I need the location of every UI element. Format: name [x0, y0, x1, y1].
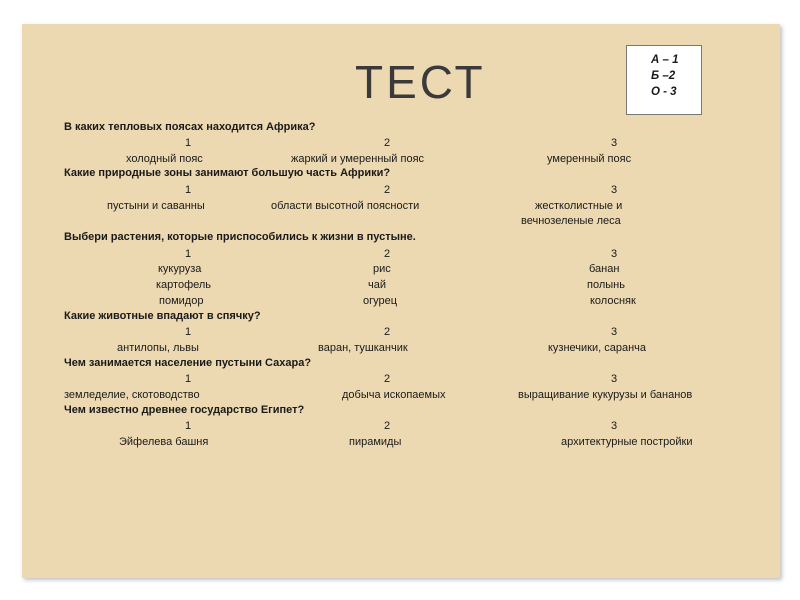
answer-option: пустыни и саванны	[107, 200, 205, 212]
answer-option: картофель	[156, 279, 212, 291]
answer-key-line: Б –2	[651, 70, 676, 82]
option-number: 3	[611, 184, 618, 196]
answer-key-box	[626, 45, 702, 115]
answer-option: огурец	[363, 295, 398, 307]
option-number: 2	[384, 420, 391, 432]
answer-option: банан	[589, 263, 620, 275]
question-4: Какие животные впадают в спячку?	[64, 310, 261, 322]
option-number: 2	[384, 184, 391, 196]
answer-option: архитектурные постройки	[561, 436, 693, 448]
option-number: 1	[185, 326, 192, 338]
answer-option: области высотной поясности	[271, 200, 420, 212]
answer-option: кукуруза	[158, 263, 202, 275]
option-number: 1	[185, 248, 192, 260]
answer-option: добыча ископаемых	[342, 389, 446, 401]
option-number: 2	[384, 326, 391, 338]
answer-option: чай	[368, 279, 386, 291]
answer-option: земледелие, скотоводство	[64, 389, 200, 401]
answer-option: кузнечики, саранча	[548, 342, 647, 354]
question-2: Какие природные зоны занимают большую часть Африки?	[64, 167, 391, 179]
option-number: 3	[611, 137, 618, 149]
option-number: 2	[384, 373, 391, 385]
answer-option: Эйфелева башня	[119, 436, 209, 448]
answer-option: жестколистные и	[535, 200, 623, 212]
answer-option: пирамиды	[349, 436, 402, 448]
option-number: 1	[185, 184, 192, 196]
answer-option: холодный пояс	[126, 153, 203, 165]
question-1: В каких тепловых поясах находится Африка?	[64, 121, 316, 133]
answer-option: вечнозеленые леса	[521, 215, 621, 227]
answer-option: жаркий и умеренный пояс	[291, 153, 425, 165]
option-number: 1	[185, 373, 192, 385]
option-number: 3	[611, 248, 618, 260]
question-3: Выбери растения, которые приспособились к жизни в пустыне.	[64, 231, 416, 243]
page-title: ТЕСТ	[355, 56, 486, 108]
answer-key-line: О - 3	[651, 86, 677, 98]
answer-option: выращивание кукурузы и бананов	[518, 389, 693, 401]
option-number: 2	[384, 248, 391, 260]
option-number: 2	[384, 137, 391, 149]
option-number: 3	[611, 373, 618, 385]
answer-option: варан, тушканчик	[318, 342, 408, 354]
answer-option: помидор	[159, 295, 204, 307]
option-number: 1	[185, 137, 192, 149]
answer-option: полынь	[587, 279, 625, 291]
option-number: 3	[611, 420, 618, 432]
answer-option: умеренный пояс	[547, 153, 632, 165]
option-number: 3	[611, 326, 618, 338]
question-5: Чем занимается население пустыни Сахара?	[64, 357, 312, 369]
option-number: 1	[185, 420, 192, 432]
question-6: Чем известно древнее государство Египет?	[64, 404, 305, 416]
answer-option: антилопы, львы	[117, 342, 199, 354]
answer-option: колосняк	[590, 295, 636, 307]
answer-option: рис	[373, 263, 391, 275]
answer-key-line: А – 1	[651, 54, 679, 66]
